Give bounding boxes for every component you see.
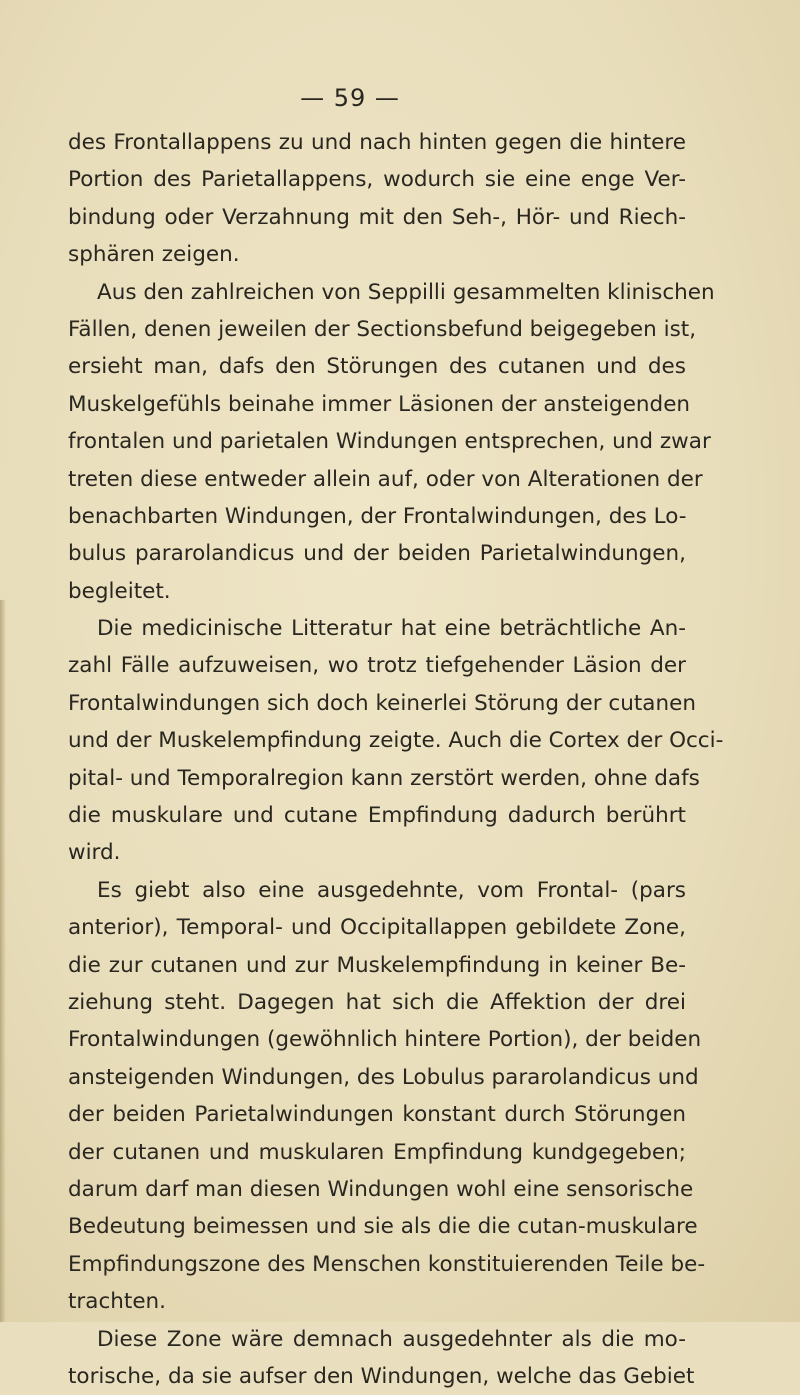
text-line: wird. bbox=[68, 840, 121, 866]
text-line: die muskulare und cutane Empfindung dadurch berührt bbox=[68, 803, 686, 829]
text-line: Die medicinische Litteratur hat eine beträchtliche An- bbox=[97, 616, 686, 642]
text-line: der cutanen und muskularen Empfindung kundgegeben; bbox=[68, 1139, 686, 1165]
page-edge-shadow bbox=[0, 600, 6, 1322]
text-line: Muskelgefühls beinahe immer Läsionen der ansteigenden bbox=[68, 391, 691, 417]
text-line: benachbarten Windungen, der Frontalwindungen, des Lo- bbox=[68, 503, 687, 529]
page-number: — 59 — bbox=[300, 84, 400, 112]
text-line: bulus pararolandicus und der beiden Parietalwindungen, bbox=[68, 541, 686, 567]
text-line: darum darf man diesen Windungen wohl eine sensorische bbox=[68, 1176, 694, 1202]
text-line: ziehung steht. Dagegen hat sich die Affektion der drei bbox=[68, 989, 686, 1015]
text-line: Es giebt also eine ausgedehnte, vom Frontal- (pars bbox=[97, 877, 686, 903]
text-line: Frontalwindungen sich doch keinerlei Störung der cutanen bbox=[68, 690, 696, 716]
text-line: des Frontallappens zu und nach hinten gegen die hintere bbox=[68, 130, 686, 155]
text-line: ansteigenden Windungen, des Lobulus pararolandicus und bbox=[68, 1064, 699, 1090]
text-line: anterior), Temporal- und Occipitallappen gebildete Zone, bbox=[68, 915, 686, 941]
text-line: Bedeutung beimessen und sie als die die cutan-muskulare bbox=[68, 1214, 698, 1240]
text-line: Diese Zone wäre demnach ausgedehnter als die mo- bbox=[97, 1326, 686, 1352]
text-line: begleitet. bbox=[68, 578, 171, 604]
text-line: und der Muskelempfindung zeigte. Auch die Cortex der Occi- bbox=[68, 728, 724, 754]
text-line: ersieht man, dafs den Störungen des cutanen und des bbox=[68, 354, 686, 380]
text-line: bindung oder Verzahnung mit den Seh-, Hör- und Riech- bbox=[68, 204, 686, 230]
text-line: der beiden Parietalwindungen konstant durch Störungen bbox=[68, 1102, 686, 1128]
text-line: die zur cutanen und zur Muskelempfindung in keiner Be- bbox=[68, 952, 686, 978]
text-line: zahl Fälle aufzuweisen, wo trotz tiefgehender Läsion der bbox=[68, 653, 686, 679]
body-text bbox=[68, 124, 724, 1395]
text-line: Fällen, denen jeweilen der Sectionsbefund beigegeben ist, bbox=[68, 316, 697, 342]
text-line: sphären zeigen. bbox=[68, 242, 240, 268]
text-line: Frontalwindungen (gewöhnlich hintere Portion), der beiden bbox=[68, 1027, 702, 1053]
text-line: trachten. bbox=[68, 1289, 167, 1315]
text-line: Empfindungszone des Menschen konstituierenden Teile be- bbox=[68, 1251, 706, 1277]
text-line: torische, da sie aufser den Windungen, welche das Gebiet bbox=[68, 1363, 695, 1389]
text-line: Aus den zahlreichen von Seppilli gesammelten klinischen bbox=[97, 279, 715, 305]
text-line: Portion des Parietallappens, wodurch sie eine enge Ver- bbox=[68, 167, 686, 193]
text-line: pital- und Temporalregion kann zerstört werden, ohne dafs bbox=[68, 765, 700, 791]
text-line: treten diese entweder allein auf, oder von Alterationen der bbox=[68, 466, 703, 492]
text-line: frontalen und parietalen Windungen entsprechen, und zwar bbox=[68, 429, 711, 455]
